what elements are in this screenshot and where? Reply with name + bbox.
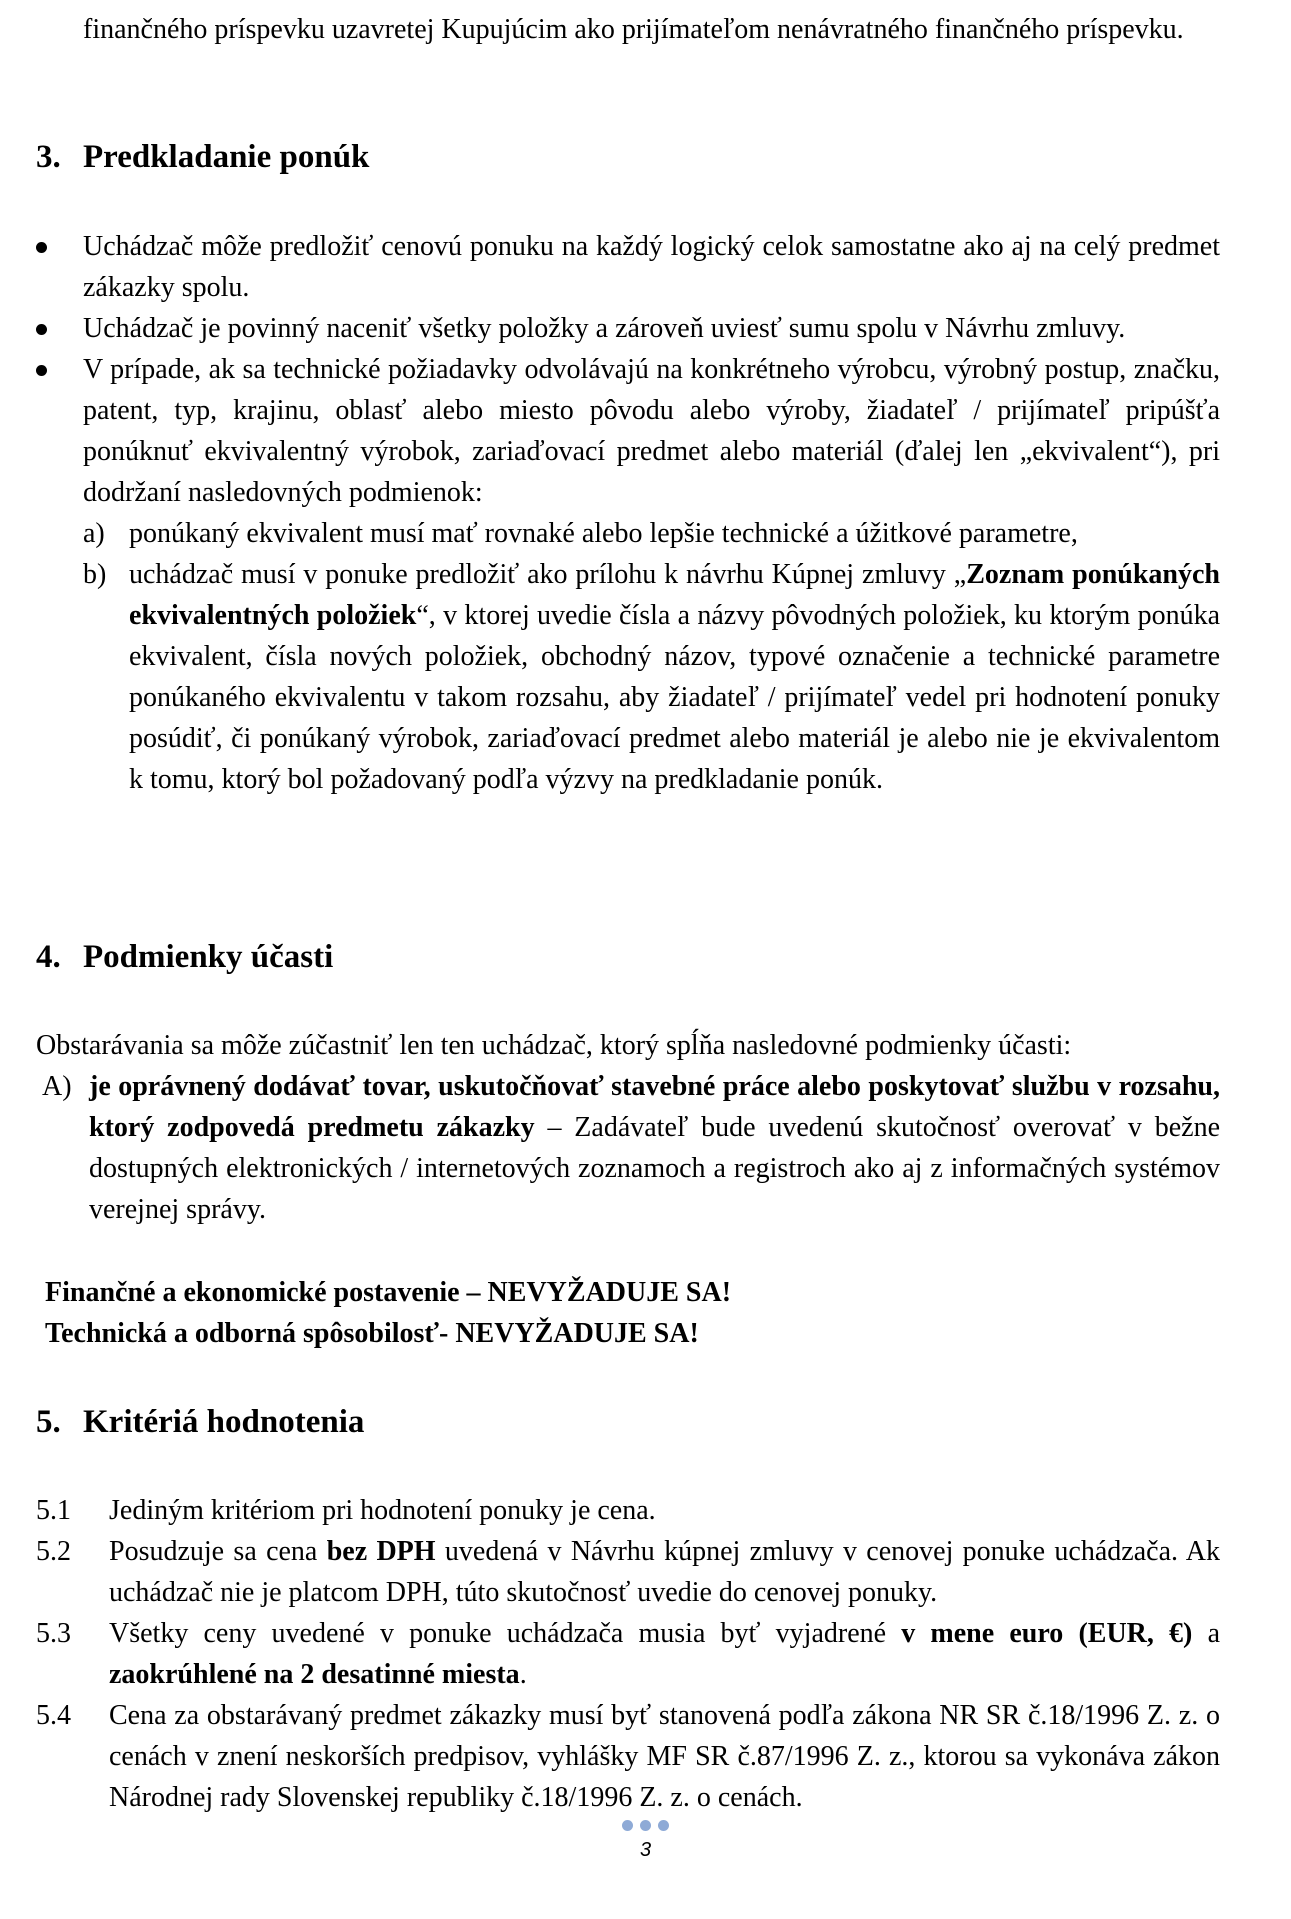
bullet-text: Uchádzač je povinný naceniť všetky položky a zároveň uviesť sumu spolu v Návrhu zmluvy. [83,313,1126,344]
section-5-number: 5. [36,1404,61,1440]
list-item [36,1695,1220,1818]
requirement-notes [45,1272,731,1354]
criterion-text: uvedená v Návrhu kúpnej zmluvy v cenovej ponuke uchádzača. Ak uchádzač nie je platcom DPH, túto skutočnosť uvedie do cenovej ponuky. [109,1536,1221,1608]
section-4-heading [36,937,333,977]
bullet-icon [36,324,47,335]
condition-text: uchádzač musí v ponuke predložiť ako prílohu k návrhu Kúpnej zmluvy „ [129,559,967,590]
list-label: 5.3 [36,1618,71,1649]
financial-standing-note: Finančné a ekonomické postavenie – NEVYŽADUJE SA! [45,1277,732,1308]
criterion-emphasis: zaokrúhlené na 2 desatinné miesta [109,1659,520,1690]
criterion-text: a [1192,1618,1220,1649]
criterion-text: Posudzuje sa cena [109,1536,327,1567]
criterion-text: Jediným kritériom pri hodnotení ponuky je cena. [109,1495,656,1526]
page-footer [0,1818,1291,1862]
list-item [83,554,1220,800]
bullet-text: Uchádzač môže predložiť cenovú ponuku na každý logický celok samostatne ako aj na celý predmet zákazky spolu. [83,231,1220,303]
section-3-title: Predkladanie ponúk [83,139,370,175]
list-label: 5.4 [36,1700,71,1731]
list-item [36,1490,1220,1531]
list-item [36,1531,1220,1613]
list-label: a) [83,518,105,549]
section-3-heading [36,137,369,177]
condition-rest: – Zadávateľ bude uvedenú skutočnosť overovať v bežne dostupných elektronických / internetových zoznamoch a registroch ako aj z informačných systémov verejnej správy. [89,1112,1221,1225]
condition-text: “, v ktorej uvedie čísla a názvy pôvodných položiek, ku ktorým ponúka ekvivalent, čísla nových položiek, obchodný názov, typové označenie a technické parametre ponúkaného ekvivalentu v takom rozsahu, aby žiadateľ / prijímateľ vedel pri hodnotení ponuky posúdiť, či ponúkaný výrobok, zariaďovací predmet alebo materiál je alebo nie je ekvivalentom k tomu, ktorý bol požadovaný podľa výzvy na predkladanie ponúk. [129,600,1221,795]
condition-emphasis: Zoznam ponúkaných ekvivalentných položiek [129,559,1220,631]
section-3-bullet-list [36,226,1220,800]
condition-emphasis: je oprávnený dodávať tovar, uskutočňovať stavebné práce alebo poskytovať službu v rozsahu, ktorý zodpovedá predmetu zákazky [89,1071,1220,1143]
list-item [36,226,1220,308]
criterion-emphasis: v mene euro (EUR, €) [901,1618,1193,1649]
intro-paragraph: finančného príspevku uzavretej Kupujúcim ako prijímateľom nenávratného finančného príspevku. [83,14,1184,45]
section-4-title: Podmienky účasti [83,939,334,975]
page-number: 3 [639,1839,652,1861]
list-item [36,308,1220,349]
criterion-text: Všetky ceny uvedené v ponuke uchádzača musia byť vyjadrené [109,1618,902,1649]
page-dots-icon [622,1820,669,1831]
condition-text: ponúkaný ekvivalent musí mať rovnaké alebo lepšie technické a úžitkové parametre, [129,518,1078,549]
list-label: A) [42,1071,72,1102]
section-4-number: 4. [36,939,61,975]
section-4-intro: Obstarávania sa môže zúčastniť len ten uchádzač, ktorý spĺňa nasledovné podmienky účasti: [36,1030,1072,1061]
bullet-text: V prípade, ak sa technické požiadavky odvolávajú na konkrétneho výrobcu, výrobný postup, značku, patent, typ, krajinu, oblasť alebo miesto pôvodu alebo výroby, žiadateľ / prijímateľ pripúšťa ponúknuť ekvivalentný výrobok, zariaďovací predmet alebo materiál (ďalej len „ekvivalent“), pri dodržaní nasledovných podmienok: [83,354,1220,508]
criterion-text: Cena za obstarávaný predmet zákazky musí byť stanovená podľa zákona NR SR č.18/1996 Z. z. o cenách v znení neskorších predpisov, vyhlášky MF SR č.87/1996 Z. z., ktorou sa vykonáva zákon Národnej rady Slovenskej republiky č.18/1996 Z. z. o cenách. [109,1700,1220,1813]
list-item [36,349,1220,800]
equivalent-conditions-list [83,513,1220,800]
criterion-emphasis: bez DPH [326,1536,436,1567]
list-item [36,1613,1220,1695]
list-label: b) [83,559,107,590]
list-item [83,513,1220,554]
condition-text [42,1066,1220,1230]
participation-condition [42,1066,1220,1230]
list-label: 5.2 [36,1536,71,1567]
bullet-icon [36,242,47,253]
section-3-number: 3. [36,139,61,175]
list-label: 5.1 [36,1495,71,1526]
bullet-icon [36,365,47,376]
criterion-text: . [519,1659,527,1690]
technical-capability-note: Technická a odborná spôsobilosť- NEVYŽADUJE SA! [45,1318,699,1349]
section-5-title: Kritériá hodnotenia [83,1404,365,1440]
section-5-heading [36,1402,364,1442]
criteria-list [36,1490,1220,1818]
